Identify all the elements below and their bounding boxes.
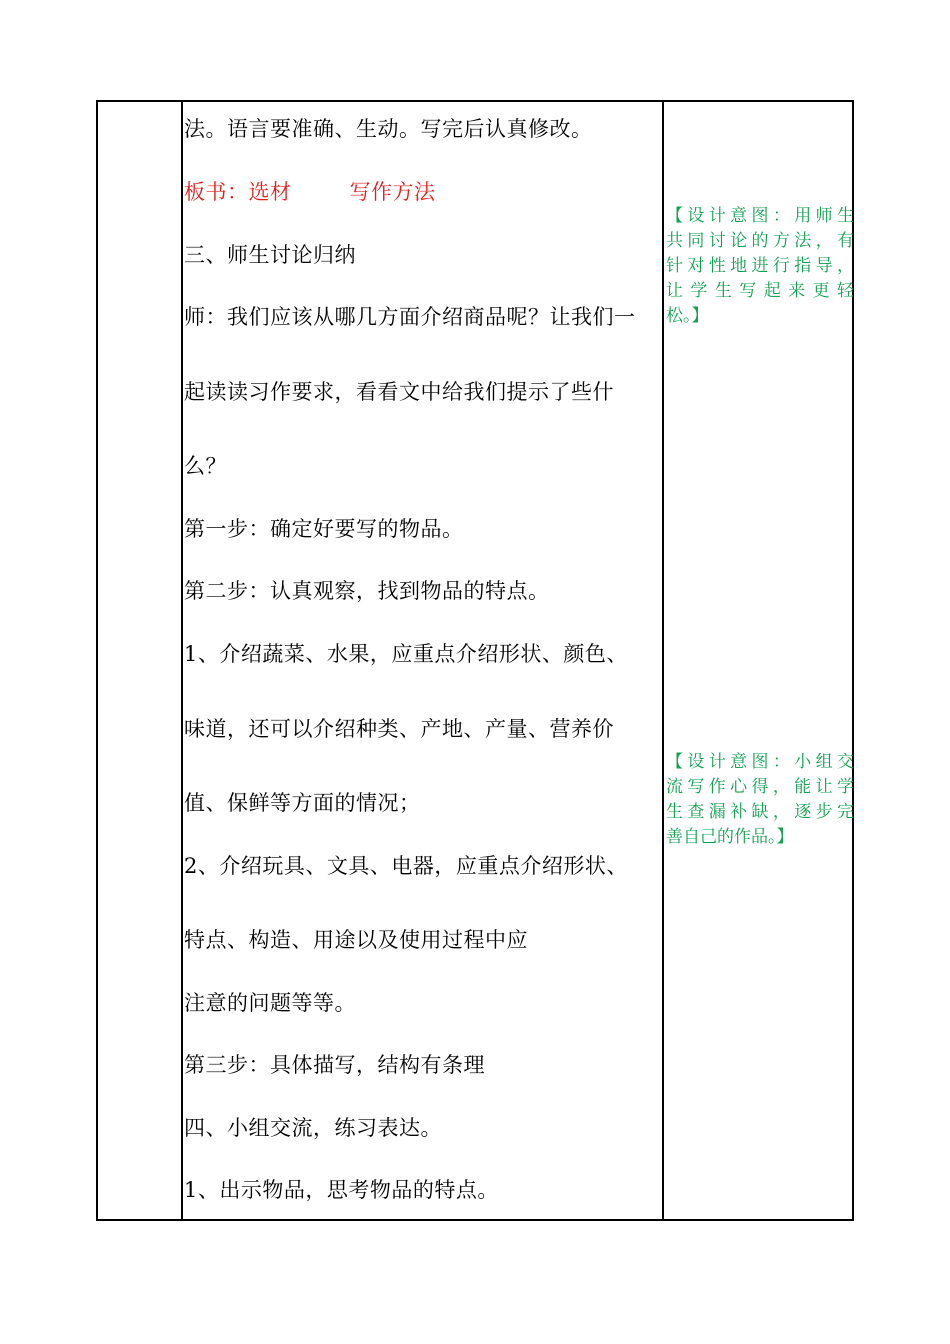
column-divider-right — [662, 102, 664, 1219]
text-line: 味道，还可以介绍种类、产地、产量、营养价 — [184, 717, 614, 741]
note-line: 善自己的作品。】 — [666, 827, 794, 847]
lesson-plan-table — [96, 100, 854, 1221]
text-line: 值、保鲜等方面的情况； — [184, 791, 421, 815]
note-line: 让学生写起来更轻 — [666, 281, 854, 301]
section-heading: 三、师生讨论归纳 — [184, 243, 356, 267]
board-notes — [184, 179, 662, 205]
board-item: 写作方法 — [349, 180, 436, 204]
section-heading: 四、小组交流，练习表达。 — [184, 1116, 442, 1140]
text-line: 么？ — [184, 454, 227, 478]
step-line: 第一步：确定好要写的物品。 — [184, 517, 464, 541]
note-line: 【设计意图：用师生 — [666, 206, 854, 226]
text-line: 师：我们应该从哪几方面介绍商品呢？让我们一 — [184, 305, 636, 329]
text-line: 特点、构造、用途以及使用过程中应 — [184, 928, 528, 952]
board-label: 板书：选材 — [184, 180, 292, 204]
note-line: 【设计意图：小组交 — [666, 752, 854, 772]
text-line: 1、介绍蔬菜、水果，应重点介绍形状、颜色、 — [184, 642, 628, 666]
column-divider-left — [181, 102, 183, 1219]
note-line: 松。】 — [666, 306, 709, 326]
note-line: 共同讨论的方法，有 — [666, 231, 854, 251]
design-note-1 — [666, 204, 854, 329]
step-line: 第三步：具体描写，结构有条理 — [184, 1053, 485, 1077]
design-note-2 — [666, 750, 854, 850]
text-line: 1、出示物品，思考物品的特点。 — [184, 1178, 499, 1202]
step-line: 第二步：认真观察，找到物品的特点。 — [184, 579, 550, 603]
note-line: 针对性地进行指导， — [666, 256, 854, 276]
note-line: 流写作心得，能让学 — [666, 777, 854, 797]
text-line: 法。语言要准确、生动。写完后认真修改。 — [184, 117, 593, 141]
text-line: 起读读习作要求，看看文中给我们提示了些什 — [184, 380, 614, 404]
note-line: 生查漏补缺，逐步完 — [666, 802, 854, 822]
text-line: 注意的问题等等。 — [184, 991, 356, 1015]
text-line: 2、介绍玩具、文具、电器，应重点介绍形状、 — [184, 854, 628, 878]
